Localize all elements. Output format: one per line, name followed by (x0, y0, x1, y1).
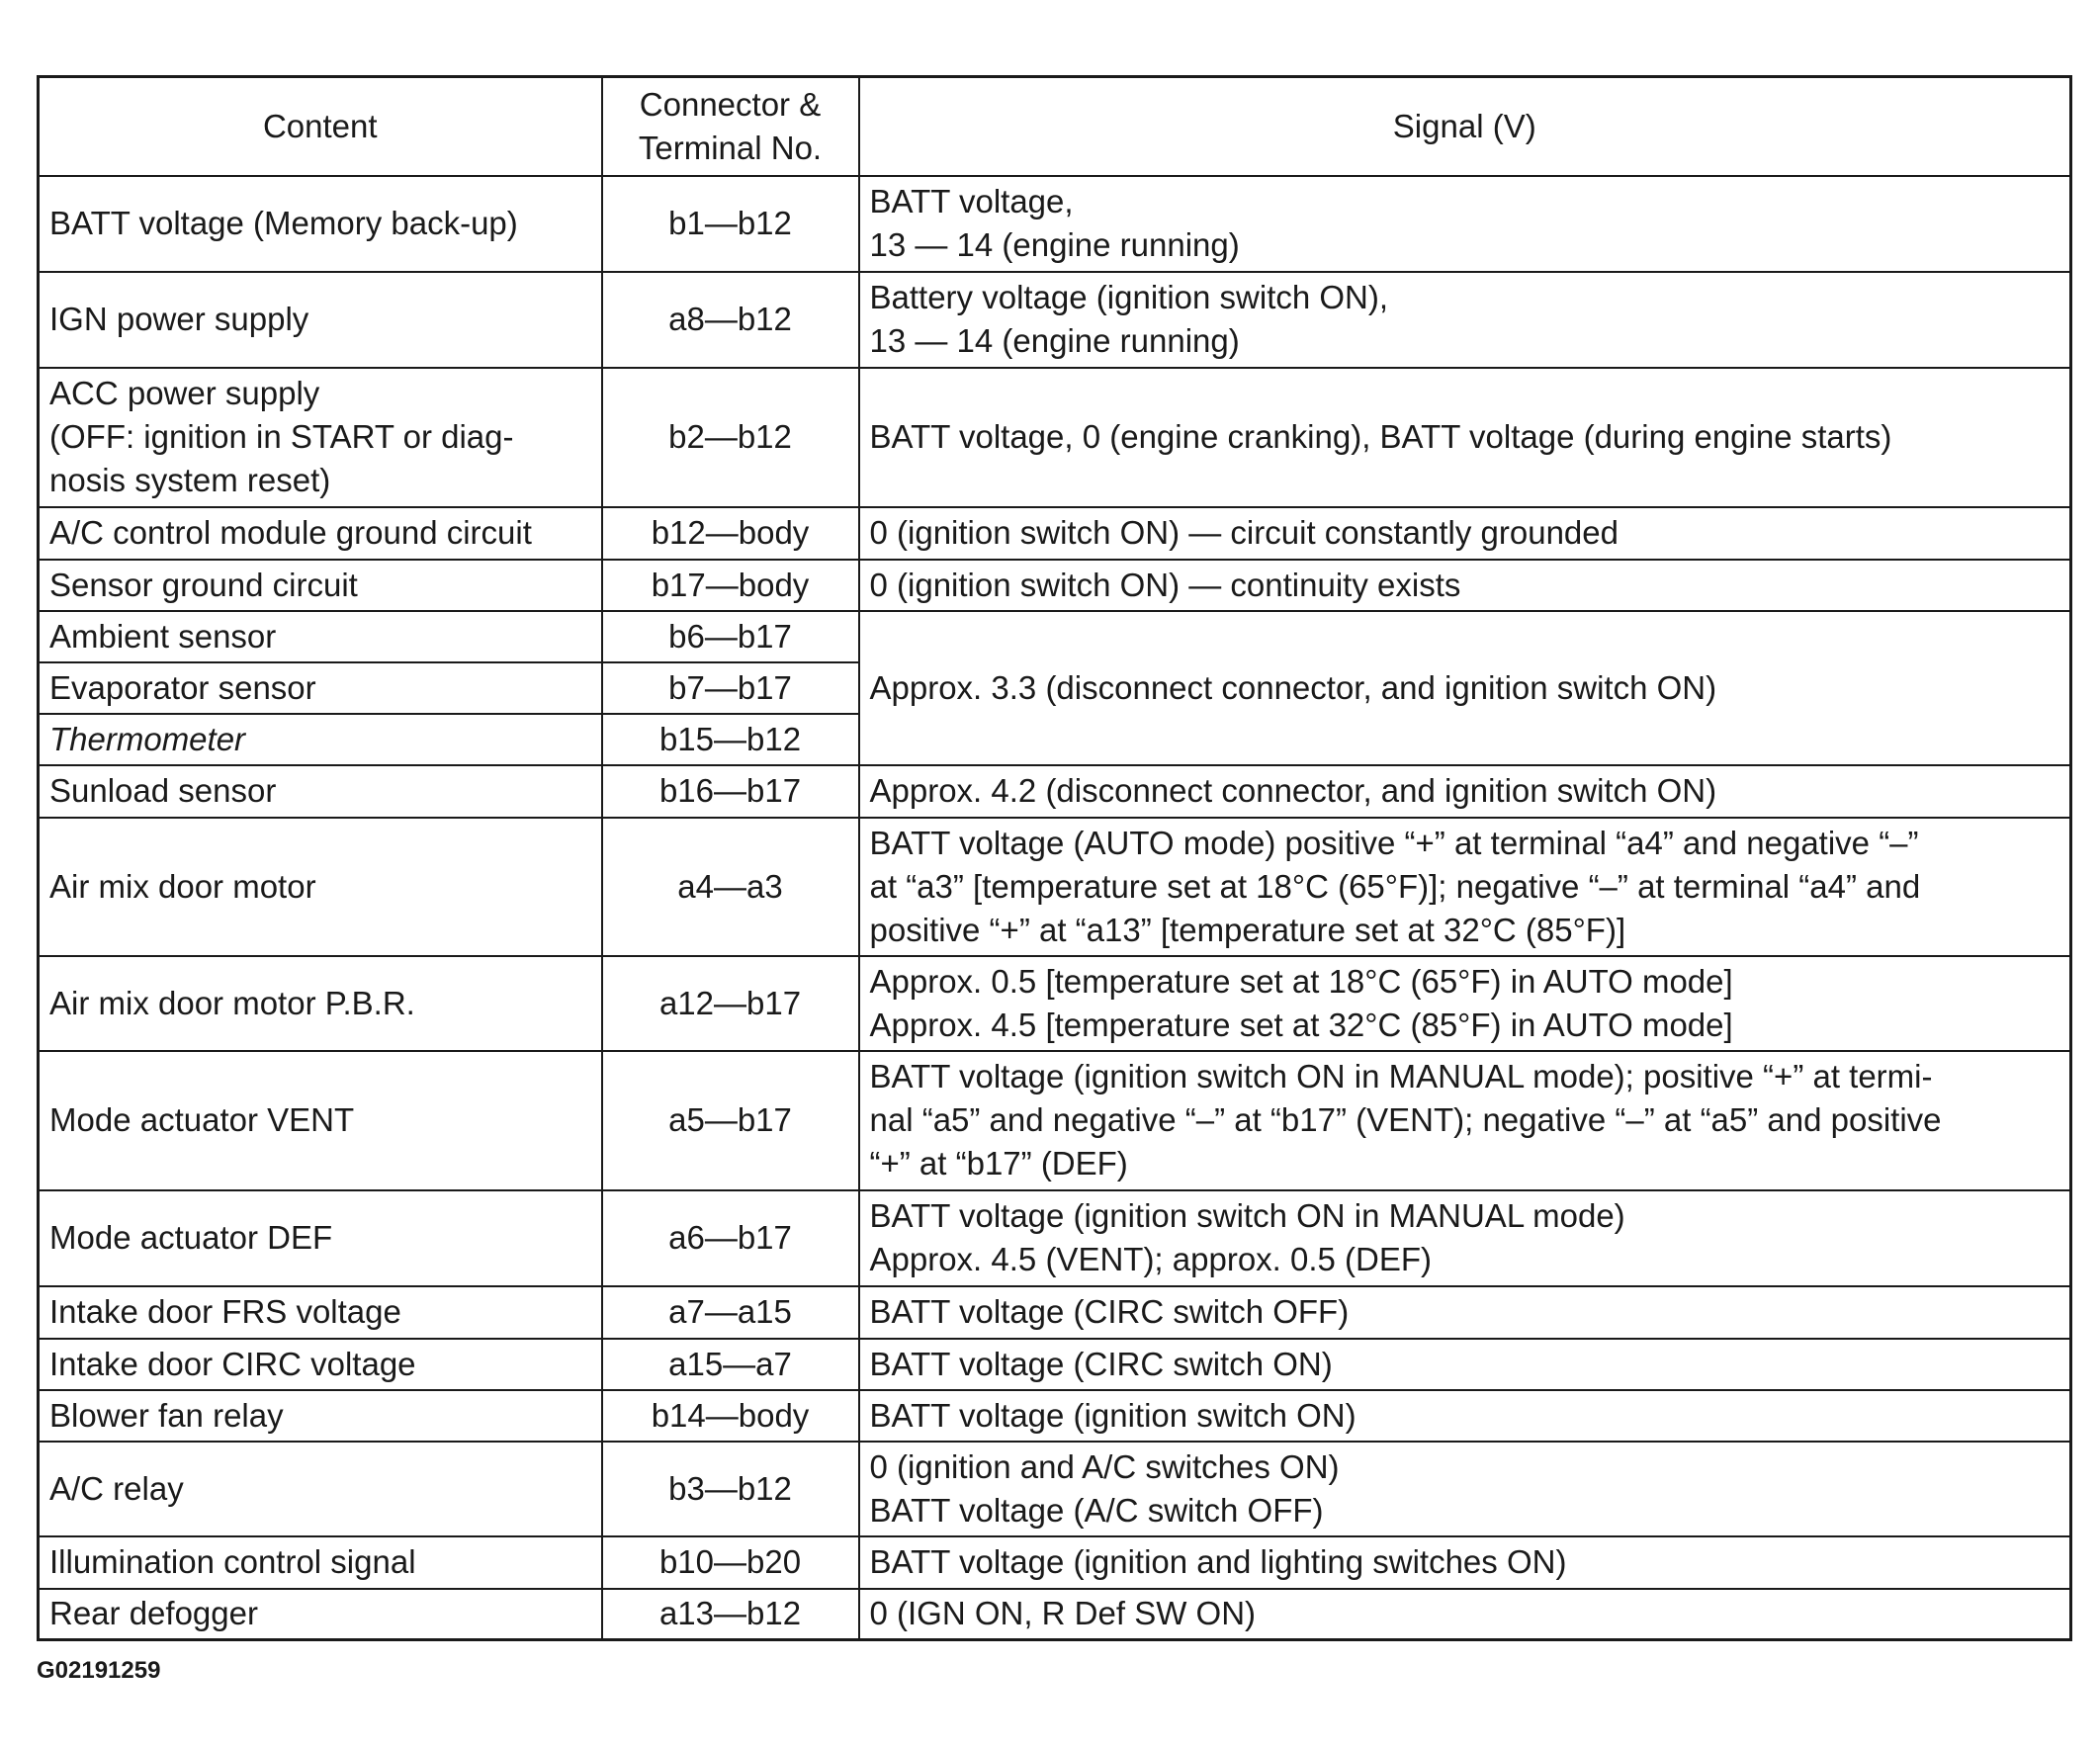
content-cell: Thermometer (39, 714, 602, 765)
connector-cell: a6—b17 (602, 1190, 859, 1286)
signal-cell-merged: Approx. 3.3 (disconnect connector, and ignition switch ON) (859, 611, 2071, 765)
table-row (39, 1536, 2071, 1589)
content-cell: Sensor ground circuit (39, 560, 602, 611)
figure-id: G02191259 (37, 1657, 161, 1684)
content-cell: Air mix door motor P.B.R. (39, 956, 602, 1051)
signal-cell: BATT voltage, 13 — 14 (engine running) (859, 176, 2071, 272)
connector-cell: a7—a15 (602, 1286, 859, 1339)
table-row (39, 956, 2071, 1051)
content-cell: Air mix door motor (39, 818, 602, 956)
table-row (39, 176, 2071, 272)
connector-cell: b10—b20 (602, 1536, 859, 1589)
table-row (39, 368, 2071, 507)
signal-cell: BATT voltage (AUTO mode) positive “+” at terminal “a4” and negative “–” at “a3” [temperature set at 18°C (65°F)]; negative “–” at terminal “a4” and positive “+” at “a13” [temperature set at 32°C (85°F)] (859, 818, 2071, 956)
content-cell: A/C relay (39, 1442, 602, 1536)
content-cell: Sunload sensor (39, 765, 602, 818)
table-row (39, 1589, 2071, 1640)
table-row (39, 1051, 2071, 1190)
connector-cell: b7—b17 (602, 662, 859, 714)
content-cell: Illumination control signal (39, 1536, 602, 1589)
connector-cell: a13—b12 (602, 1589, 859, 1640)
content-cell: Ambient sensor (39, 611, 602, 662)
content-cell: Rear defogger (39, 1589, 602, 1640)
connector-cell: a15—a7 (602, 1339, 859, 1390)
signal-cell: BATT voltage (CIRC switch OFF) (859, 1286, 2071, 1339)
table-row (39, 611, 2071, 662)
signal-cell: BATT voltage (ignition switch ON) (859, 1390, 2071, 1442)
connector-cell: b6—b17 (602, 611, 859, 662)
signal-cell: BATT voltage (ignition and lighting switches ON) (859, 1536, 2071, 1589)
signal-cell: 0 (ignition switch ON) — continuity exists (859, 560, 2071, 611)
content-cell: Intake door FRS voltage (39, 1286, 602, 1339)
connector-cell: a4—a3 (602, 818, 859, 956)
signal-cell: 0 (IGN ON, R Def SW ON) (859, 1589, 2071, 1640)
header-content: Content (39, 77, 602, 176)
table-row (39, 1190, 2071, 1286)
header-row (39, 77, 2071, 176)
table-row (39, 818, 2071, 956)
table-row (39, 1442, 2071, 1536)
terminal-signal-table (37, 75, 2072, 1641)
signal-cell: Approx. 0.5 [temperature set at 18°C (65°F) in AUTO mode] Approx. 4.5 [temperature set at 32°C (85°F) in AUTO mode] (859, 956, 2071, 1051)
content-cell: Mode actuator DEF (39, 1190, 602, 1286)
table-row (39, 1339, 2071, 1390)
signal-cell: BATT voltage (CIRC switch ON) (859, 1339, 2071, 1390)
header-signal: Signal (V) (859, 77, 2071, 176)
table-row (39, 1286, 2071, 1339)
table-row (39, 765, 2071, 818)
table-row (39, 1390, 2071, 1442)
connector-cell: b16—b17 (602, 765, 859, 818)
signal-cell: BATT voltage, 0 (engine cranking), BATT voltage (during engine starts) (859, 368, 2071, 507)
signal-cell: BATT voltage (ignition switch ON in MANUAL mode); positive “+” at termi- nal “a5” and negative “–” at “b17” (VENT); negative “–” at “a5” and positive “+” at “b17” (DEF) (859, 1051, 2071, 1190)
table-row (39, 272, 2071, 368)
content-cell: A/C control module ground circuit (39, 507, 602, 560)
connector-cell: b15—b12 (602, 714, 859, 765)
content-cell: Evaporator sensor (39, 662, 602, 714)
connector-cell: b17—body (602, 560, 859, 611)
content-cell: ACC power supply (OFF: ignition in START or diag- nosis system reset) (39, 368, 602, 507)
connector-cell: a12—b17 (602, 956, 859, 1051)
connector-cell: b3—b12 (602, 1442, 859, 1536)
signal-cell: Battery voltage (ignition switch ON), 13 — 14 (engine running) (859, 272, 2071, 368)
content-cell: Intake door CIRC voltage (39, 1339, 602, 1390)
signal-cell: 0 (ignition switch ON) — circuit constantly grounded (859, 507, 2071, 560)
connector-cell: b12—body (602, 507, 859, 560)
header-connector: Connector & Terminal No. (602, 77, 859, 176)
signal-cell: 0 (ignition and A/C switches ON) BATT voltage (A/C switch OFF) (859, 1442, 2071, 1536)
table-row (39, 560, 2071, 611)
connector-cell: b14—body (602, 1390, 859, 1442)
signal-cell: BATT voltage (ignition switch ON in MANUAL mode) Approx. 4.5 (VENT); approx. 0.5 (DEF) (859, 1190, 2071, 1286)
content-cell: BATT voltage (Memory back-up) (39, 176, 602, 272)
table-row (39, 507, 2071, 560)
connector-cell: b1—b12 (602, 176, 859, 272)
connector-cell: a5—b17 (602, 1051, 859, 1190)
signal-cell: Approx. 4.2 (disconnect connector, and ignition switch ON) (859, 765, 2071, 818)
content-cell: Blower fan relay (39, 1390, 602, 1442)
connector-cell: a8—b12 (602, 272, 859, 368)
content-cell: IGN power supply (39, 272, 602, 368)
content-cell: Mode actuator VENT (39, 1051, 602, 1190)
connector-cell: b2—b12 (602, 368, 859, 507)
